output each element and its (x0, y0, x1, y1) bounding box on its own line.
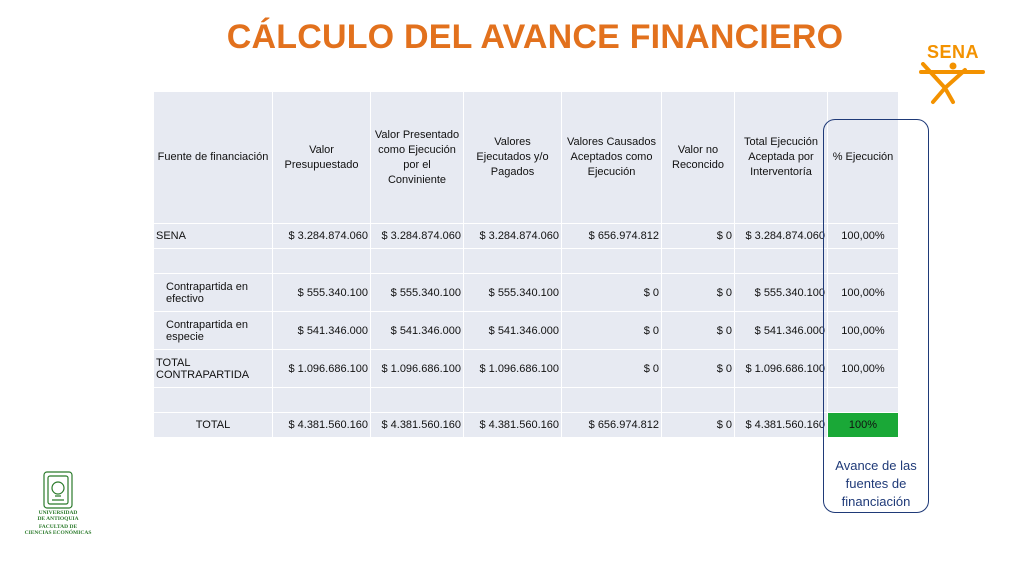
cell-value: $ 0 (562, 274, 662, 312)
university-seal-icon (22, 470, 94, 512)
execution-column-highlight (823, 119, 929, 513)
financial-table (153, 91, 899, 438)
cell-percent-highlight: 100% (828, 413, 899, 438)
udea-name-2: DE ANTIOQUIA (37, 516, 79, 522)
sena-logo (915, 42, 991, 106)
table-row (154, 350, 899, 388)
empty-cell (154, 388, 273, 413)
empty-cell (562, 388, 662, 413)
empty-cell (464, 249, 562, 274)
sena-logo-text: SENA (926, 42, 979, 62)
row-label: SENA (154, 224, 273, 249)
cell-value: $ 0 (662, 413, 735, 438)
cell-value: $ 0 (562, 312, 662, 350)
header-presented-value: Valor Presentado como Ejecución por el Conviniente (371, 92, 464, 224)
udea-faculty-2: CIENCIAS ECONÓMICAS (24, 530, 92, 536)
cell-value: $ 4.381.560.160 (273, 413, 371, 438)
cell-value: $ 1.096.686.100 (464, 350, 562, 388)
udea-faculty-1: FACULTAD DE (38, 524, 78, 530)
cell-value: $ 541.346.000 (464, 312, 562, 350)
empty-cell (154, 249, 273, 274)
empty-cell (273, 388, 371, 413)
cell-percent: 100,00% (828, 274, 899, 312)
cell-value: $ 4.381.560.160 (371, 413, 464, 438)
header-execution-percent: % Ejecución (828, 92, 899, 224)
cell-value: $ 0 (562, 350, 662, 388)
cell-value: $ 541.346.000 (735, 312, 828, 350)
header-accepted-accrued: Valores Causados Aceptados como Ejecución (562, 92, 662, 224)
row-label: TOTAL CONTRAPARTIDA (154, 350, 273, 388)
cell-value: $ 1.096.686.100 (735, 350, 828, 388)
sena-emblem-icon (919, 62, 987, 106)
cell-value: $ 1.096.686.100 (273, 350, 371, 388)
cell-value: $ 3.284.874.060 (273, 224, 371, 249)
row-label: TOTAL (154, 413, 273, 438)
cell-value: $ 3.284.874.060 (735, 224, 828, 249)
udea-name-1: UNIVERSIDAD (38, 510, 78, 516)
empty-cell (464, 388, 562, 413)
empty-cell (562, 249, 662, 274)
cell-value: $ 555.340.100 (273, 274, 371, 312)
cell-value: $ 4.381.560.160 (735, 413, 828, 438)
highlight-caption: Avance de las fuentes de financiación (835, 458, 917, 509)
cell-percent: 100,00% (828, 224, 899, 249)
table-row-total (154, 413, 899, 438)
table-row-empty (154, 388, 899, 413)
empty-cell (662, 249, 735, 274)
cell-value: $ 656.974.812 (562, 224, 662, 249)
table-row (154, 312, 899, 350)
empty-cell (735, 249, 828, 274)
header-total-accepted: Total Ejecución Aceptada por Interventoría (735, 92, 828, 224)
header-funding-source: Fuente de financiación (154, 92, 273, 224)
cell-value: $ 4.381.560.160 (464, 413, 562, 438)
header-budgeted-value: Valor Presupuestado (273, 92, 371, 224)
cell-value: $ 0 (662, 274, 735, 312)
cell-percent: 100,00% (828, 312, 899, 350)
empty-cell (273, 249, 371, 274)
page-title: CÁLCULO DEL AVANCE FINANCIERO (226, 18, 844, 56)
cell-value: $ 0 (662, 224, 735, 249)
header-executed-paid: Valores Ejecutados y/o Pagados (464, 92, 562, 224)
table-header-row (154, 92, 899, 224)
cell-value: $ 555.340.100 (735, 274, 828, 312)
udea-logo (22, 470, 94, 540)
cell-value: $ 0 (662, 312, 735, 350)
cell-value: $ 555.340.100 (464, 274, 562, 312)
cell-value: $ 541.346.000 (371, 312, 464, 350)
row-label: Contrapartida en especie (154, 312, 273, 350)
cell-value: $ 555.340.100 (371, 274, 464, 312)
row-label: Contrapartida en efectivo (154, 274, 273, 312)
cell-value: $ 3.284.874.060 (464, 224, 562, 249)
cell-value: $ 1.096.686.100 (371, 350, 464, 388)
table-row-empty (154, 249, 899, 274)
table-row (154, 224, 899, 249)
table-row (154, 274, 899, 312)
cell-value: $ 3.284.874.060 (371, 224, 464, 249)
cell-percent: 100,00% (828, 350, 899, 388)
empty-cell (662, 388, 735, 413)
cell-value: $ 656.974.812 (562, 413, 662, 438)
cell-value: $ 0 (662, 350, 735, 388)
cell-value: $ 541.346.000 (273, 312, 371, 350)
empty-cell (371, 249, 464, 274)
empty-cell (371, 388, 464, 413)
empty-cell (735, 388, 828, 413)
header-not-recognized: Valor no Reconcido (662, 92, 735, 224)
